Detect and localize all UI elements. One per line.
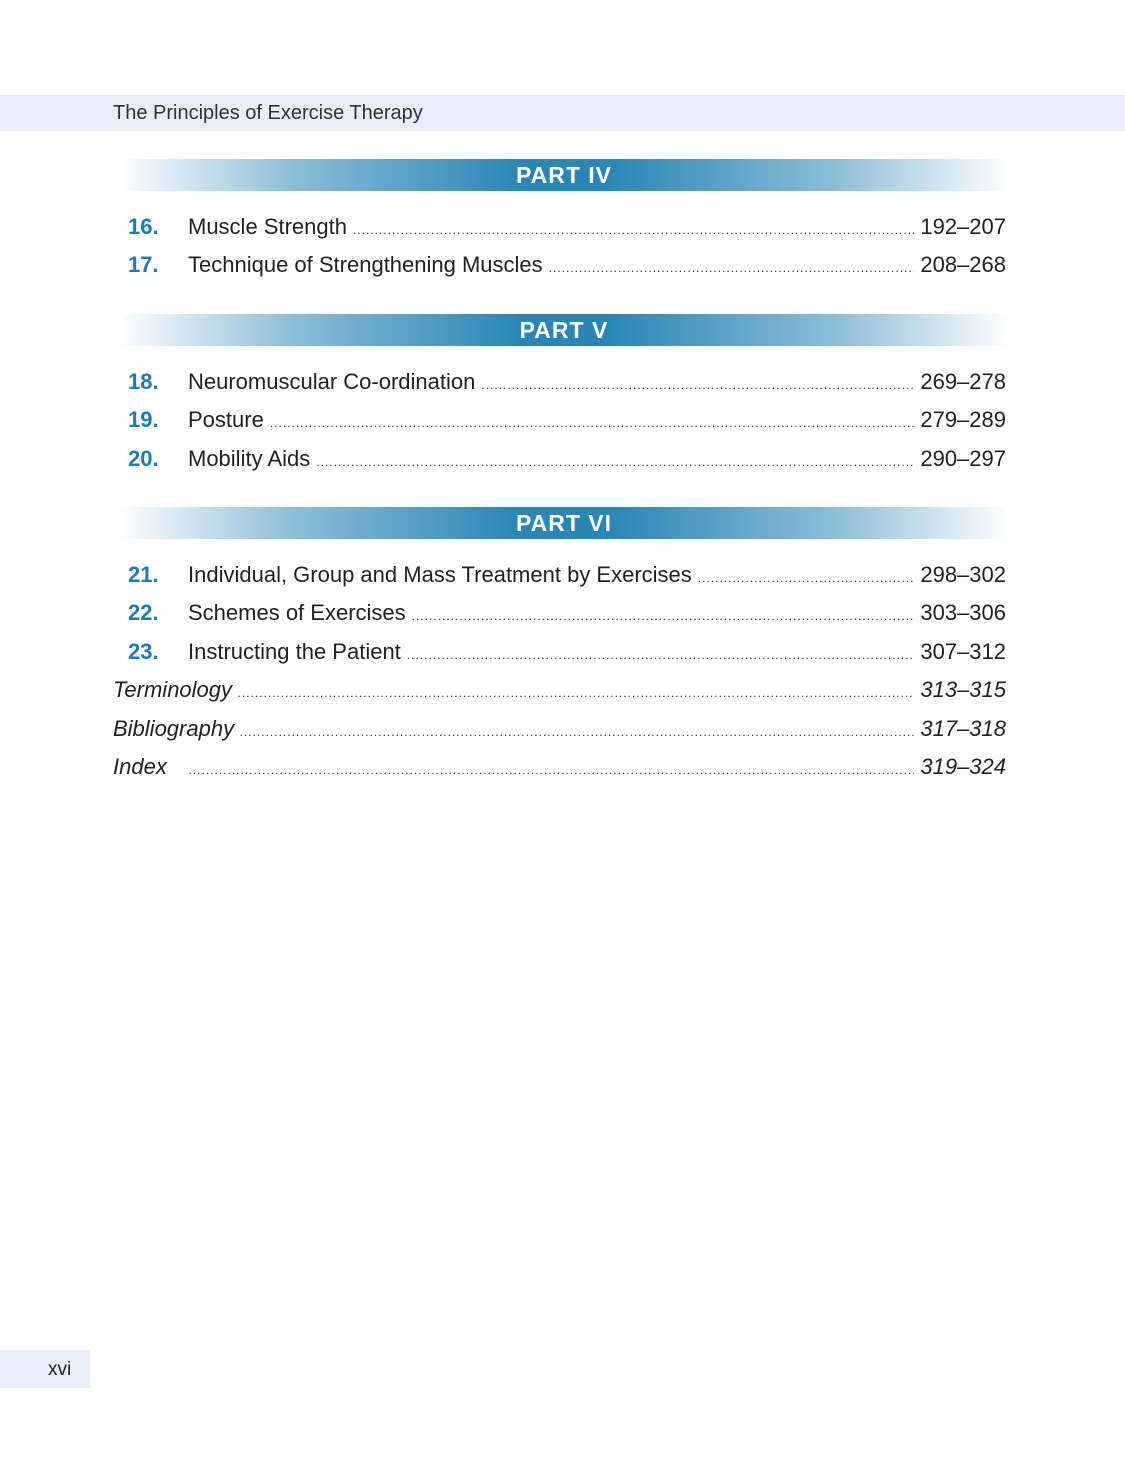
page-number: xvi (48, 1359, 72, 1380)
dot-leader (189, 763, 914, 777)
dot-leader (316, 455, 914, 469)
page-range: 290–297 (920, 446, 1006, 471)
entry-title: Index (113, 754, 167, 779)
running-head-title: The Principles of Exercise Therapy (113, 102, 423, 124)
page-range: 307–312 (920, 639, 1006, 664)
chapter-title: Posture (188, 407, 264, 432)
chapter-number: 19. (128, 407, 159, 432)
page-range: 303–306 (920, 600, 1006, 625)
chapter-number: 17. (128, 252, 159, 277)
part-heading: PART V (118, 314, 1010, 346)
chapter-title: Technique of Strengthening Muscles (188, 252, 543, 277)
page-number-box (0, 1350, 90, 1388)
page-range: 208–268 (920, 252, 1006, 277)
dot-leader (549, 261, 915, 275)
dot-leader (407, 648, 915, 662)
toc-entry[interactable] (113, 252, 1006, 282)
chapter-number: 16. (128, 214, 159, 239)
dot-leader (412, 609, 915, 623)
running-head (0, 95, 1125, 131)
page-range: 298–302 (920, 562, 1006, 587)
toc-entry[interactable] (113, 562, 1006, 592)
chapter-title: Schemes of Exercises (188, 600, 406, 625)
toc-entry[interactable] (113, 369, 1006, 399)
page-range: 317–318 (920, 716, 1006, 741)
dot-leader (270, 416, 915, 430)
page-range: 313–315 (920, 677, 1006, 702)
toc-entry[interactable] (113, 407, 1006, 437)
chapter-number: 23. (128, 639, 159, 664)
chapter-title: Instructing the Patient (188, 639, 401, 664)
chapter-number: 22. (128, 600, 159, 625)
dot-leader (238, 686, 914, 700)
toc-entry[interactable] (113, 214, 1006, 244)
toc-entry[interactable] (113, 600, 1006, 630)
page-range: 319–324 (920, 754, 1006, 779)
entry-title: Bibliography (113, 716, 235, 741)
toc-entry-bibliography[interactable] (113, 716, 1006, 746)
chapter-title: Neuromuscular Co-ordination (188, 369, 476, 394)
chapter-title: Mobility Aids (188, 446, 311, 471)
page-range: 279–289 (920, 407, 1006, 432)
page-range: 192–207 (920, 214, 1006, 239)
chapter-number: 20. (128, 446, 159, 471)
page-range: 269–278 (920, 369, 1006, 394)
chapter-title: Individual, Group and Mass Treatment by Exercises (188, 562, 692, 587)
part-heading: PART VI (118, 507, 1010, 539)
toc-entry-index[interactable] (113, 754, 1006, 784)
chapter-number: 21. (128, 562, 159, 587)
dot-leader (353, 223, 914, 237)
chapter-title: Muscle Strength (188, 214, 347, 239)
entry-title: Terminology (113, 677, 233, 702)
dot-leader (481, 378, 914, 392)
dot-leader (240, 725, 914, 739)
toc-entry-terminology[interactable] (113, 677, 1006, 707)
part-heading: PART IV (118, 159, 1010, 191)
toc-entry[interactable] (113, 639, 1006, 669)
toc-entry[interactable] (113, 446, 1006, 476)
chapter-number: 18. (128, 369, 159, 394)
dot-leader (698, 571, 915, 585)
